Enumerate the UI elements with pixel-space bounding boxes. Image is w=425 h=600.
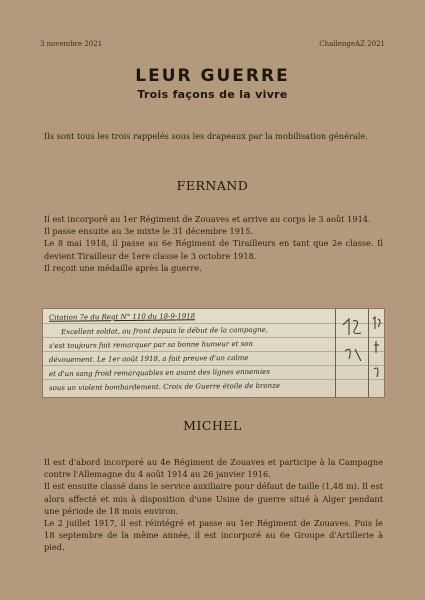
citation-line: Excellent soldat, au front depuis le début de la campagne, <box>60 325 269 337</box>
citation-line: et d'un sang froid remarquables en avant des lignes ennemies <box>48 367 270 379</box>
page-subtitle: Trois façons de la vivre <box>137 88 288 101</box>
fernand-line: Il reçoit une médaille après la guerre. <box>44 262 202 273</box>
header-brand: ChallengeAZ 2021 <box>319 40 385 48</box>
michel-line: Il est d'abord incorporé au 4e Régiment de Zouaves et participe à la Campagne contre l'Allemagne du 4 août 1914 au 26 janvier 1916. <box>44 457 383 480</box>
margin-annotation-marks <box>339 315 367 365</box>
michel-line: Il est ensuite classé dans le service auxiliaire pour défaut de taille (1,48 m). Il est alors affecté et mis à disposition d'une Usine de guerre situé à Alger pendant une période de 18 mois environ. <box>44 481 383 516</box>
header-date: 3 novembre 2021 <box>40 40 103 48</box>
citation-scan-image <box>42 308 385 398</box>
fernand-paragraph <box>44 213 383 274</box>
fernand-line: Il passe ensuite au 3e mixte le 31 décembre 1915. <box>44 226 253 237</box>
intro-text: Ils sont tous les trois rappelés sous les drapeaux par la mobilisation générale. <box>44 131 368 141</box>
citation-line: s'est toujours fait remarquer par sa bonne humeur et son <box>48 339 253 351</box>
citation-line: dévouement. Le 1er août 1918, a fait preuve d'un calme <box>48 353 249 365</box>
fernand-line: Le 8 mai 1918, il passe au 6e Régiment de Tirailleurs en tant que 2e classe. Il devient Tirailleur de 1ere classe le 3 octobre 1918. <box>44 238 383 261</box>
michel-paragraph <box>44 456 383 554</box>
fernand-heading: FERNAND <box>176 178 249 193</box>
citation-line: Citation 7e du Regt N° 110 du 18-9-1918 <box>48 312 196 322</box>
intro-paragraph <box>44 130 383 142</box>
michel-line: Le 2 juillet 1917, il est réintégré et passe au 1er Régiment de Zouaves. Puis le 18 septembre de la même année, il est incorporé au 6e Groupe d'Artillerie à pied. <box>44 518 383 553</box>
fernand-line: Il est incorporé au 1er Régiment de Zouaves et arrive au corps le 3 août 1914. <box>44 214 371 224</box>
page-title: LEUR GUERRE <box>135 66 290 86</box>
citation-line: sous un violent bombardement. Croix de Guerre étoile de bronze <box>48 381 280 393</box>
margin-number-marks <box>371 315 383 395</box>
michel-heading: MICHEL <box>183 418 242 433</box>
page-header <box>40 40 385 48</box>
